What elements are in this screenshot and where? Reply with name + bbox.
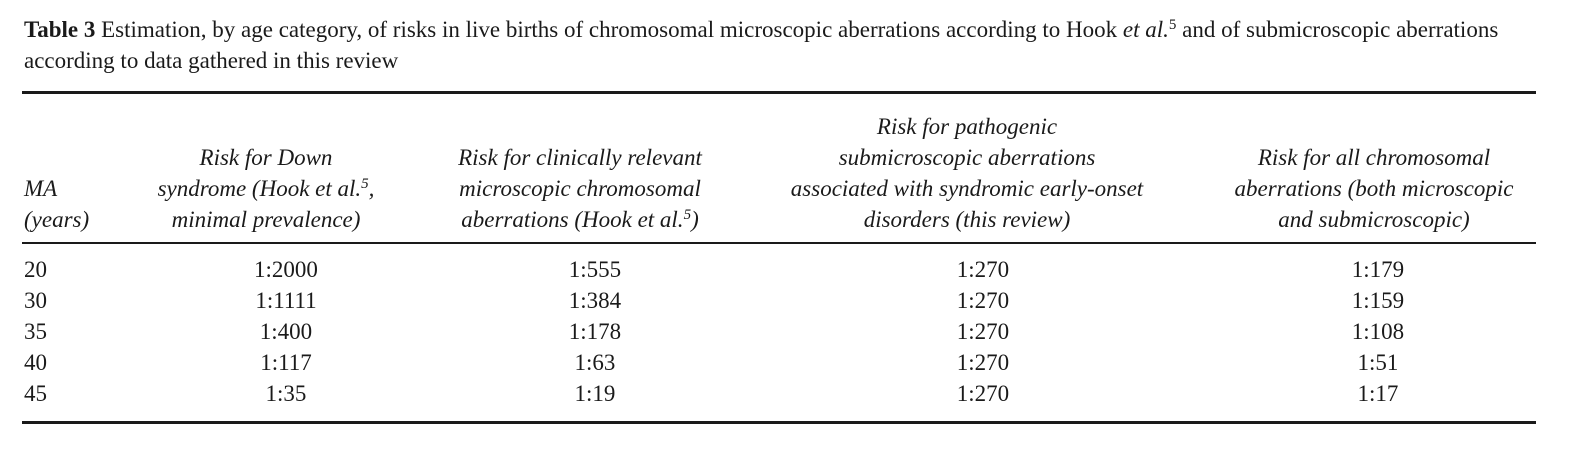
cell-all: 1:17 bbox=[1357, 381, 1399, 406]
cell-all: 1:159 bbox=[1351, 288, 1405, 313]
cell-all: 1:108 bbox=[1351, 319, 1405, 344]
header-col1-line2: syndrome (Hook et al.$^5$, bbox=[157, 175, 375, 201]
cell-down: 1:2000 bbox=[254, 257, 318, 282]
header-col1-line3: minimal prevalence) bbox=[171, 207, 361, 232]
header-all-aberrations bbox=[1204, 142, 1544, 235]
table-label: Table 3 bbox=[24, 17, 96, 42]
cell-submicroscopic: 1:270 bbox=[956, 257, 1010, 282]
header-microscopic bbox=[430, 142, 730, 235]
cell-microscopic: 1:384 bbox=[568, 288, 622, 313]
cell-submicroscopic: 1:270 bbox=[956, 288, 1010, 313]
cell-down: 1:35 bbox=[265, 381, 307, 406]
header-col3-line2: submicroscopic aberrations bbox=[838, 145, 1096, 170]
cell-ma: 40 bbox=[24, 350, 47, 375]
header-col2-line2: microscopic chromosomal bbox=[459, 176, 701, 201]
table-bottom-rule bbox=[22, 421, 1536, 424]
cell-all: 1:51 bbox=[1357, 350, 1399, 375]
table-body bbox=[24, 254, 1536, 409]
header-col4-line1: Risk for all chromosomal bbox=[1257, 145, 1491, 170]
cell-down: 1:400 bbox=[259, 319, 313, 344]
table-row bbox=[24, 316, 1536, 347]
cell-submicroscopic: 1:270 bbox=[956, 381, 1010, 406]
caption-text-part2: and of submicroscopic aberrations according to data gathered in this review bbox=[24, 17, 1499, 73]
header-submicroscopic bbox=[746, 111, 1188, 235]
header-down-syndrome bbox=[116, 142, 416, 235]
table-row bbox=[24, 378, 1536, 409]
cell-ma: 20 bbox=[24, 257, 47, 282]
table-row bbox=[24, 347, 1536, 378]
table-row bbox=[24, 285, 1536, 316]
header-col2-line3: aberrations (Hook et al.$^5$) bbox=[461, 206, 699, 232]
header-ma-line1: MA bbox=[24, 176, 58, 201]
header-col3-line1: Risk for pathogenic bbox=[876, 114, 1058, 139]
cell-microscopic: 1:63 bbox=[574, 350, 616, 375]
header-col3-line3: associated with syndromic early-onset bbox=[790, 176, 1144, 201]
header-col3-line4: disorders (this review) bbox=[863, 207, 1071, 232]
cell-microscopic: 1:19 bbox=[574, 381, 616, 406]
table-row bbox=[24, 254, 1536, 285]
header-col4-line3: and submicroscopic) bbox=[1278, 207, 1470, 232]
header-col1-line1: Risk for Down bbox=[199, 145, 333, 170]
header-ma bbox=[24, 173, 124, 235]
cell-ma: 35 bbox=[24, 319, 47, 344]
cell-all: 1:179 bbox=[1351, 257, 1405, 282]
header-col2-line1: Risk for clinically relevant bbox=[458, 145, 702, 170]
cell-down: 1:1111 bbox=[255, 288, 317, 313]
caption-et-al: et al. bbox=[1122, 17, 1169, 42]
table-caption bbox=[24, 14, 1544, 76]
cell-ma: 30 bbox=[24, 288, 47, 313]
header-ma-line2: (years) bbox=[24, 207, 90, 232]
cell-down: 1:117 bbox=[260, 350, 312, 375]
cell-submicroscopic: 1:270 bbox=[956, 319, 1010, 344]
cell-microscopic: 1:555 bbox=[568, 257, 622, 282]
cell-microscopic: 1:178 bbox=[568, 319, 622, 344]
cell-submicroscopic: 1:270 bbox=[956, 350, 1010, 375]
caption-text-part1: Estimation, by age category, of risks in live births of chromosomal microscopic aberrations according to Hook bbox=[101, 17, 1123, 42]
table-header-rule bbox=[22, 242, 1536, 244]
caption-ref: 5 bbox=[1168, 16, 1177, 33]
header-col4-line2: aberrations (both microscopic bbox=[1234, 176, 1514, 201]
table-top-rule bbox=[22, 91, 1536, 94]
cell-ma: 45 bbox=[24, 381, 47, 406]
